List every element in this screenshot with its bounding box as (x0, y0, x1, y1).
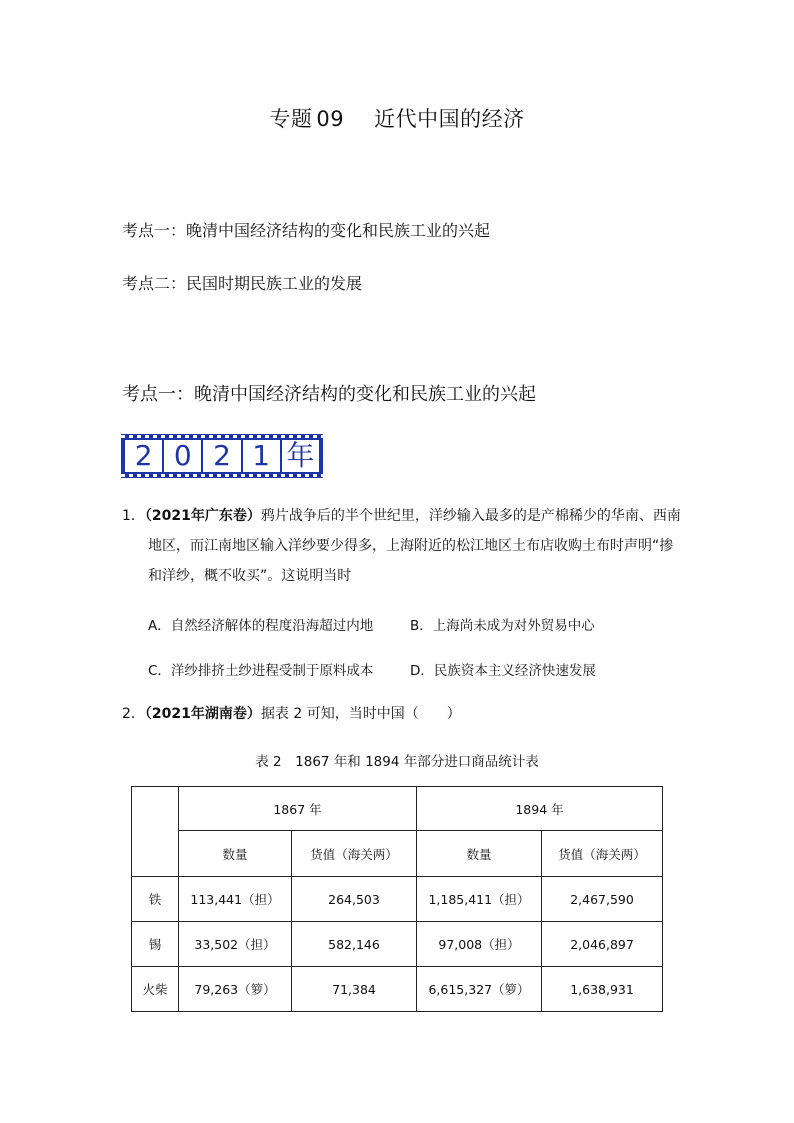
section-heading: 考点一：晚清中国经济结构的变化和民族工业的兴起 (122, 384, 536, 405)
row-item: 锡 (132, 922, 179, 967)
column-header: 货值（海关两） (292, 831, 417, 877)
toc-item-1: 考点一：晚清中国经济结构的变化和民族工业的兴起 (122, 221, 491, 240)
cell-value-1867: 582,146 (292, 922, 417, 967)
question-text-line: 鸦片战争后的半个世纪里，洋纱输入最多的是产棉稀少的华南、西南 (260, 508, 681, 524)
cell-value-1894: 2,467,590 (542, 877, 663, 922)
question-source: （2021年广东卷） (144, 508, 261, 524)
year-banner (121, 434, 323, 478)
toc-item-2: 考点二：民国时期民族工业的发展 (122, 274, 363, 293)
page-title (0, 103, 794, 133)
cell-quantity-1867: 79,263（箩） (179, 967, 292, 1012)
import-statistics-table (131, 786, 663, 1012)
question-text: 据表 2 可知，当时中国（ ） (260, 706, 461, 722)
year-digit: 0 (164, 440, 201, 472)
table-corner-cell (132, 787, 179, 877)
cell-quantity-1894: 6,615,327（箩） (417, 967, 542, 1012)
column-header: 货值（海关两） (542, 831, 663, 877)
option-b[interactable]: B．上海尚未成为对外贸易中心 (410, 618, 595, 634)
table-header-row (132, 787, 663, 831)
table-subheader-row (132, 831, 663, 877)
cell-value-1894: 1,638,931 (542, 967, 663, 1012)
year-char: 年 (282, 440, 319, 472)
column-header: 数量 (179, 831, 292, 877)
cell-value-1867: 71,384 (292, 967, 417, 1012)
question-2-header (122, 700, 461, 729)
table-row (132, 877, 663, 922)
title-prefix: 专题 (269, 107, 313, 131)
table-row (132, 922, 663, 967)
cell-quantity-1894: 97,008（担） (417, 922, 542, 967)
title-number: 09 (316, 107, 345, 131)
question-number: 2． (122, 706, 145, 722)
cell-quantity-1894: 1,185,411（担） (417, 877, 542, 922)
option-a[interactable]: A．自然经济解体的程度沿海超过内地 (148, 618, 374, 634)
year-digit: 2 (125, 440, 162, 472)
year-digit: 2 (203, 440, 240, 472)
table-caption: 表 2 1867 年和 1894 年部分进口商品统计表 (255, 754, 539, 770)
year-header: 1894 年 (417, 787, 663, 831)
cell-value-1894: 2,046,897 (542, 922, 663, 967)
table-row (132, 967, 663, 1012)
question-1-header (122, 502, 681, 531)
column-header: 数量 (417, 831, 542, 877)
question-source: （2021年湖南卷） (144, 706, 261, 722)
question-text-line: 和洋纱，概不收买”。这说明当时 (148, 568, 352, 584)
question-text-line: 地区，而江南地区输入洋纱要少得多，上海附近的松江地区土布店收购土布时声明“掺 (148, 538, 674, 554)
title-text: 近代中国的经济 (374, 107, 525, 131)
option-c[interactable]: C．洋纱排挤土纱进程受制于原料成本 (148, 663, 374, 679)
year-header: 1867 年 (179, 787, 417, 831)
year-digit: 1 (243, 440, 280, 472)
cell-value-1867: 264,503 (292, 877, 417, 922)
cell-quantity-1867: 113,441（担） (179, 877, 292, 922)
cell-quantity-1867: 33,502（担） (179, 922, 292, 967)
row-item: 铁 (132, 877, 179, 922)
option-d[interactable]: D．民族资本主义经济快速发展 (410, 663, 596, 679)
row-item: 火柴 (132, 967, 179, 1012)
question-number: 1． (122, 508, 145, 524)
